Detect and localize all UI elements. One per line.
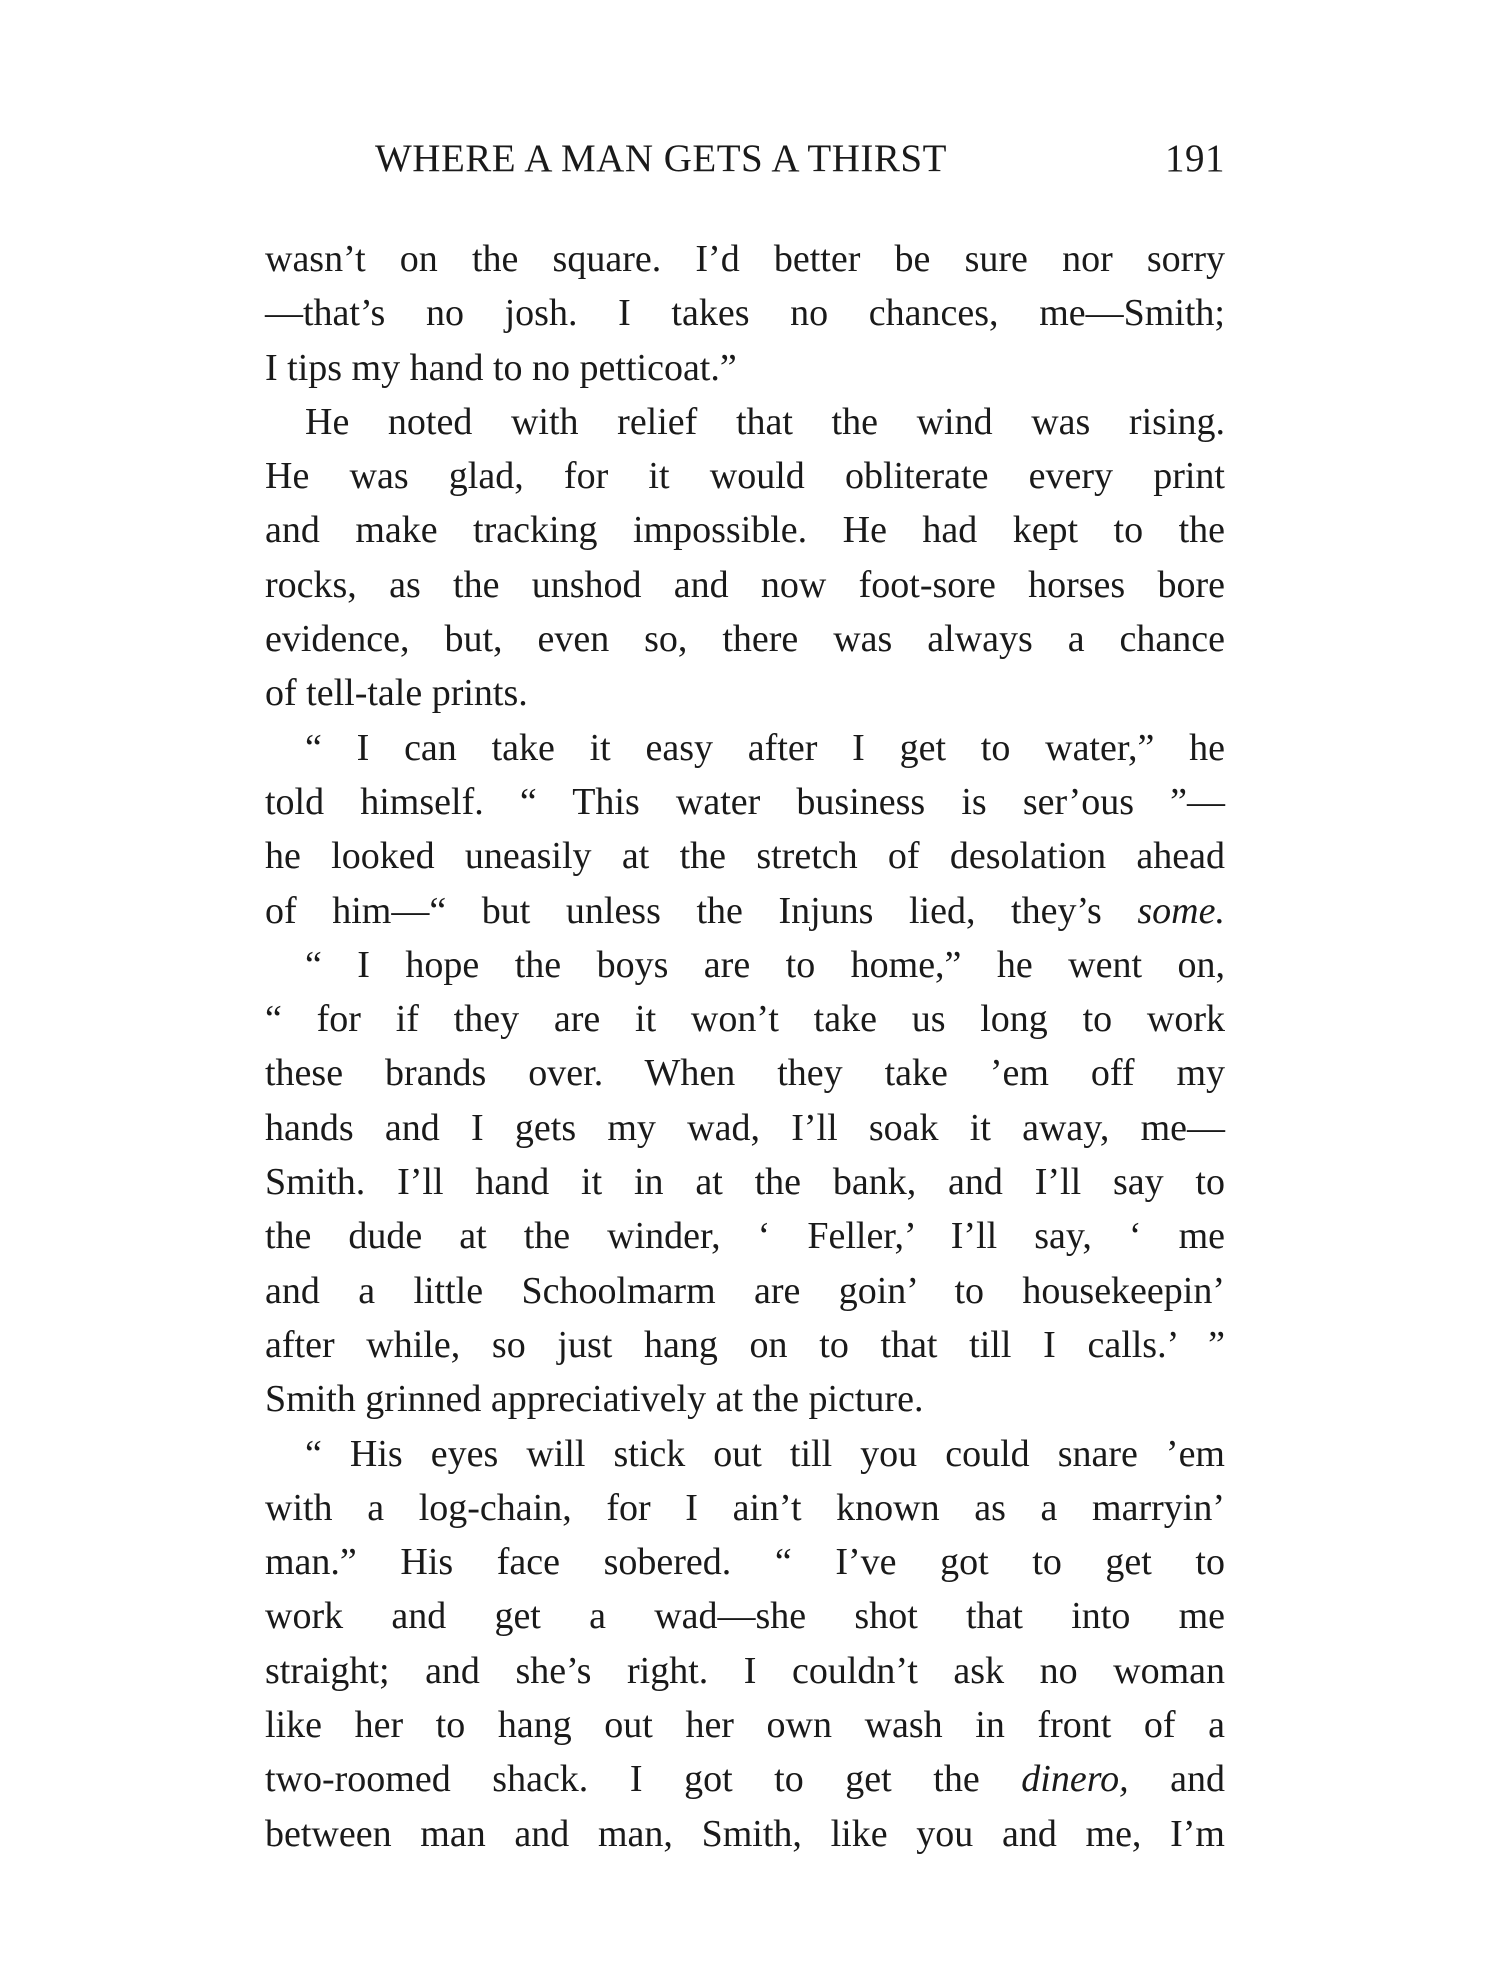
text-line <box>265 1752 1225 1806</box>
text-line: Smith. I’ll hand it in at the bank, and I’ll say to <box>265 1161 1225 1204</box>
text-line: “ I can take it easy after I get to water,” he <box>305 726 1225 769</box>
text-segment: of him—“ but unless the Injuns lied, they’s <box>265 889 1138 932</box>
text-segment: two-roomed shack. I got to get the <box>265 1758 1022 1801</box>
text-line: of tell-tale prints. <box>265 672 528 715</box>
text-line: He was glad, for it would obliterate every print <box>265 455 1225 498</box>
text-line: the dude at the winder, ‘ Feller,’ I’ll say, ‘ me <box>265 1215 1225 1258</box>
text-line: he looked uneasily at the stretch of desolation ahead <box>265 835 1225 878</box>
text-line: “ I hope the boys are to home,” he went on, <box>305 943 1225 986</box>
text-line: after while, so just hang on to that till I calls.’ ” <box>265 1323 1225 1366</box>
text-line: I tips my hand to no petticoat.” <box>265 346 737 389</box>
text-line: evidence, but, even so, there was always a chance <box>265 618 1225 661</box>
italic-word: some. <box>1137 889 1225 932</box>
text-line: He noted with relief that the wind was rising. <box>305 400 1225 443</box>
text-line: wasn’t on the square. I’d better be sure nor sorry <box>265 238 1225 280</box>
text-line: “ His eyes will stick out till you could snare ’em <box>305 1432 1225 1475</box>
text-line: rocks, as the unshod and now foot-sore horses bore <box>265 563 1225 606</box>
page-number: 191 <box>1165 137 1225 180</box>
body-text <box>265 232 1225 1861</box>
italic-word: dinero, <box>1021 1758 1129 1801</box>
text-line: between man and man, Smith, like you and me, I’m <box>265 1812 1225 1855</box>
text-line <box>265 884 1225 938</box>
text-line: like her to hang out her own wash in front of a <box>265 1704 1225 1747</box>
running-head <box>265 136 1225 196</box>
text-line: “ for if they are it won’t take us long to work <box>265 998 1225 1041</box>
text-line: —that’s no josh. I takes no chances, me—Smith; <box>265 292 1225 335</box>
text-line: these brands over. When they take ’em off my <box>265 1052 1225 1095</box>
text-line: with a log-chain, for I ain’t known as a marryin’ <box>265 1486 1225 1529</box>
text-line: Smith grinned appreciatively at the picture. <box>265 1378 924 1421</box>
text-line: straight; and she’s right. I couldn’t ask no woman <box>265 1649 1225 1692</box>
text-line: hands and I gets my wad, I’ll soak it away, me— <box>265 1106 1225 1149</box>
text-line: told himself. “ This water business is ser’ous ”— <box>265 780 1225 823</box>
text-line: man.” His face sobered. “ I’ve got to get to <box>265 1541 1225 1584</box>
text-line: and a little Schoolmarm are goin’ to housekeepin’ <box>265 1269 1225 1312</box>
text-line: and make tracking impossible. He had kept to the <box>265 509 1225 552</box>
chapter-title: WHERE A MAN GETS A THIRST <box>375 137 947 180</box>
text-line: work and get a wad—she shot that into me <box>265 1595 1225 1638</box>
text-segment: and <box>1128 1758 1225 1801</box>
